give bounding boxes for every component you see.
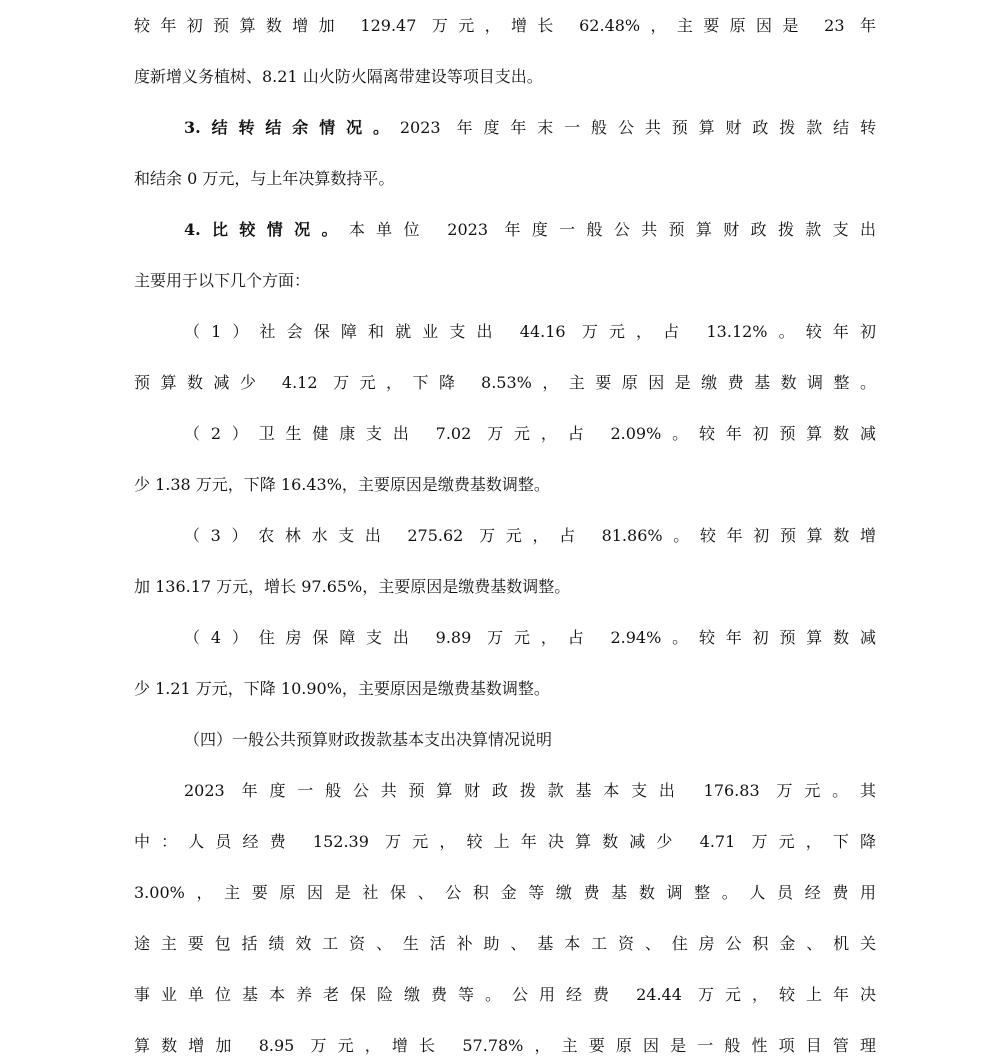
text-line: 2023 年度一般公共预算财政拨款基本支出 176.83 万元。其 xyxy=(184,781,876,800)
section-4-heading: 4.比较情况。 xyxy=(184,220,349,239)
list-item-line: （1）社会保障和就业支出 44.16 万元，占 13.12%。较年初 xyxy=(184,322,876,341)
text-line: 和结余 0 万元，与上年决算数持平。 xyxy=(134,169,395,188)
text-line: 事业单位基本养老保险缴费等。公用经费 24.44 万元，较上年决 xyxy=(134,985,876,1004)
section-heading: （四）一般公共预算财政拨款基本支出决算情况说明 xyxy=(184,730,553,749)
section-3-text: 2023 年度年末一般公共预算财政拨款结转 xyxy=(399,118,876,137)
text-line: 较年初预算数增加 129.47 万元，增长 62.48%，主要原因是 23 年 xyxy=(134,16,876,35)
text-line: 少 1.38 万元，下降 16.43%，主要原因是缴费基数调整。 xyxy=(134,475,550,494)
text-line: 主要用于以下几个方面： xyxy=(134,271,311,290)
text-line: 加 136.17 万元，增长 97.65%，主要原因是缴费基数调整。 xyxy=(134,577,571,596)
section-3-heading: 3.结转结余情况。 xyxy=(184,118,400,137)
list-item-line: （3）农林水支出 275.62 万元，占 81.86%。较年初预算数增 xyxy=(184,526,876,545)
text-line: 中：人员经费 152.39 万元，较上年决算数减少 4.71 万元，下降 xyxy=(134,832,876,851)
text-line: 预算数减少 4.12 万元，下降 8.53%，主要原因是缴费基数调整。 xyxy=(134,373,876,392)
text-line: 度新增义务植树、8.21 山火防火隔离带建设等项目支出。 xyxy=(134,67,543,86)
text-line: 算数增加 8.95 万元，增长 57.78%，主要原因是一般性项目管理 xyxy=(134,1036,876,1055)
text-line: 途主要包括绩效工资、生活补助、基本工资、住房公积金、机关 xyxy=(134,934,876,953)
section-4-text: 本单位 2023 年度一般公共预算财政拨款支出 xyxy=(348,220,876,239)
document-page xyxy=(134,0,876,1059)
section-3-line xyxy=(134,102,876,153)
list-item-line: （4）住房保障支出 9.89 万元，占 2.94%。较年初预算数减 xyxy=(184,628,876,647)
text-line: 少 1.21 万元，下降 10.90%，主要原因是缴费基数调整。 xyxy=(134,679,550,698)
list-item-line: （2）卫生健康支出 7.02 万元，占 2.09%。较年初预算数减 xyxy=(184,424,876,443)
text-line: 3.00%，主要原因是社保、公积金等缴费基数调整。人员经费用 xyxy=(134,883,876,902)
section-4-line xyxy=(134,204,876,255)
